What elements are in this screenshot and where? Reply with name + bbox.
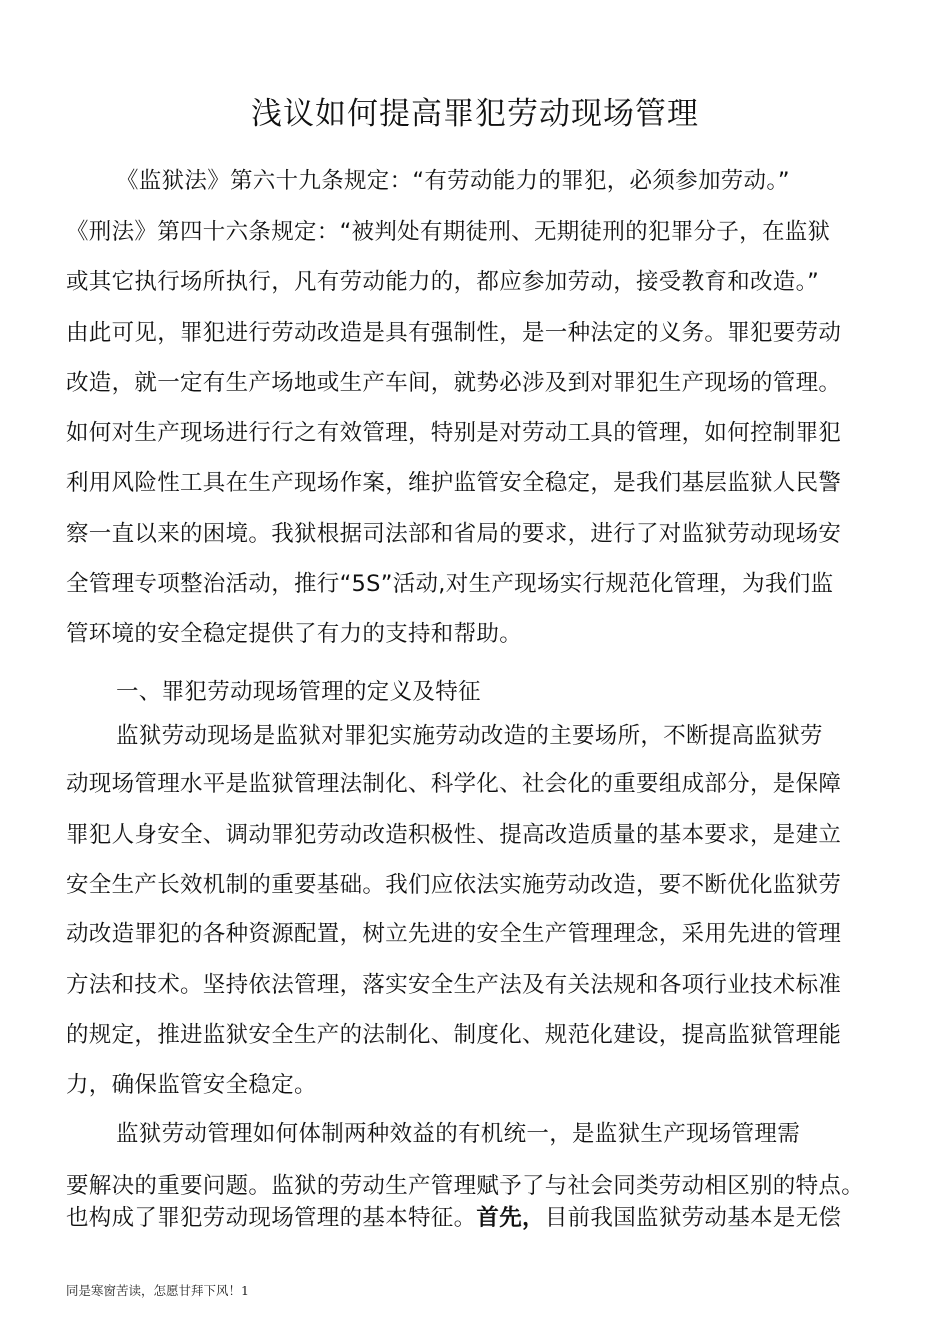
paragraph-line: 全管理专项整治活动，推行“5S”活动,对生产现场实行规范化管理，为我们监	[66, 571, 834, 597]
text-span: 也构成了罪犯劳动现场管理的基本特征。	[66, 1205, 477, 1231]
paragraph-line: 安全生产长效机制的重要基础。我们应依法实施劳动改造，要不断优化监狱劳	[66, 872, 842, 898]
paragraph-line: 利用风险性工具在生产现场作案，维护监管安全稳定，是我们基层监狱人民警	[66, 470, 842, 496]
paragraph-line: 察一直以来的困境。我狱根据司法部和省局的要求，进行了对监狱劳动现场安	[66, 521, 842, 547]
paragraph-line: 如何对生产现场进行行之有效管理，特别是对劳动工具的管理，如何控制罪犯	[66, 420, 842, 446]
section-heading: 一、罪犯劳动现场管理的定义及特征	[116, 679, 481, 705]
text-span: 目前我国监狱劳动基本是无偿	[544, 1205, 842, 1231]
paragraph-line: 《刑法》第四十六条规定：“被判处有期徒刑、无期徒刑的犯罪分子，在监狱	[66, 219, 831, 245]
paragraph-line: 方法和技术。坚持依法管理，落实安全生产法及有关法规和各项行业技术标准	[66, 972, 842, 998]
paragraph-line: 《监狱法》第六十九条规定：“有劳动能力的罪犯，必须参加劳动。”	[116, 168, 790, 194]
paragraph-line: 力，确保监管安全稳定。	[66, 1072, 317, 1098]
paragraph-line: 罪犯人身安全、调动罪犯劳动改造积极性、提高改造质量的基本要求，是建立	[66, 822, 842, 848]
paragraph-line: 监狱劳动现场是监狱对罪犯实施劳动改造的主要场所，不断提高监狱劳	[116, 723, 823, 749]
paragraph-line: 监狱劳动管理如何体制两种效益的有机统一，是监狱生产现场管理需	[116, 1121, 801, 1147]
paragraph-line: 改造，就一定有生产场地或生产车间，就势必涉及到对罪犯生产现场的管理。	[66, 370, 842, 396]
paragraph-line: 要解决的重要问题。监狱的劳动生产管理赋予了与社会同类劳动相区别的特点。	[66, 1173, 865, 1199]
bold-text: 首先，	[476, 1205, 545, 1231]
page-footer: 同是寒窗苦读，怎愿甘拜下风！1	[66, 1283, 249, 1298]
paragraph-line: 或其它执行场所执行，凡有劳动能力的，都应参加劳动，接受教育和改造。”	[66, 269, 820, 295]
paragraph-line: 由此可见，罪犯进行劳动改造是具有强制性，是一种法定的义务。罪犯要劳动	[66, 320, 842, 346]
document-title: 浅议如何提高罪犯劳动现场管理	[251, 96, 699, 132]
paragraph-line: 管环境的安全稳定提供了有力的支持和帮助。	[66, 621, 523, 647]
paragraph-line: 动现场管理水平是监狱管理法制化、科学化、社会化的重要组成部分，是保障	[66, 771, 842, 797]
paragraph-line: 的规定，推进监狱安全生产的法制化、制度化、规范化建设，提高监狱管理能	[66, 1022, 842, 1048]
paragraph-line	[66, 1200, 841, 1232]
paragraph-line: 动改造罪犯的各种资源配置，树立先进的安全生产管理理念，采用先进的管理	[66, 921, 842, 947]
